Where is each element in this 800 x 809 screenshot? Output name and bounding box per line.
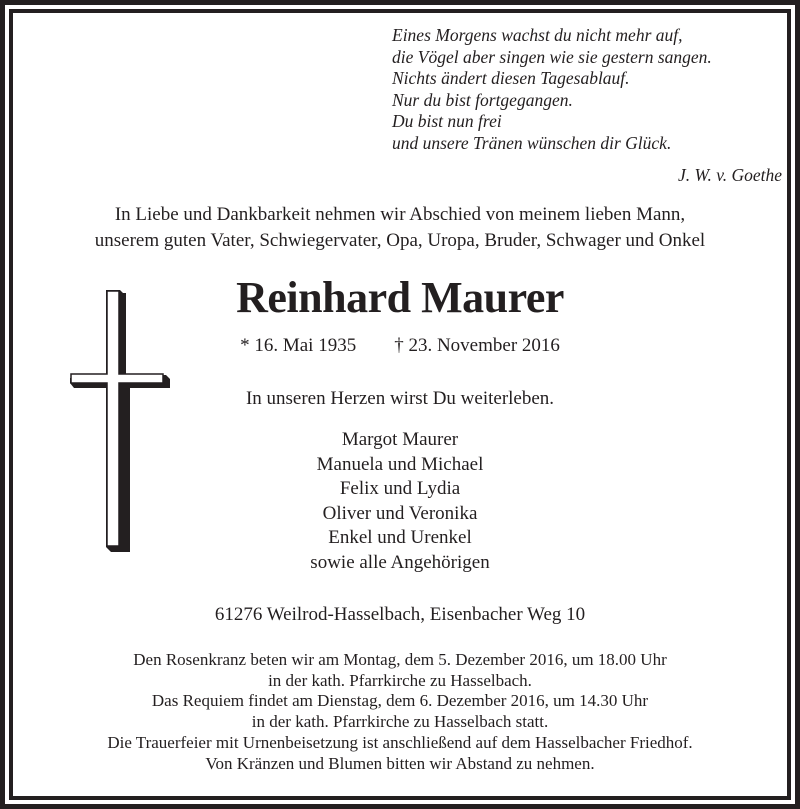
mourner: Oliver und Veronika [322,502,478,524]
poem-line: Nur du bist fortgegangen. [392,89,573,110]
poem-line: die Vögel aber singen wie sie gestern sangen. [392,46,712,67]
notice-line: Den Rosenkranz beten wir am Montag, dem 5. Dezember 2016, um 18.00 Uhr [133,650,667,669]
cross-icon [70,290,180,555]
mourner: sowie alle Angehörigen [310,551,490,573]
mourner: Felix und Lydia [339,478,461,499]
address: 61276 Weilrod-Hasselbach, Eisenbacher Weg 10 [214,604,586,625]
notice-line: in der kath. Pfarrkirche zu Hasselbach. [268,670,532,690]
notice-line: Das Requiem findet am Dienstag, dem 6. Dezember 2016, um 14.30 Uhr [151,691,649,711]
deceased-name: Reinhard Maurer [236,273,564,322]
poem-line: und unsere Tränen wünschen dir Glück. [392,132,672,153]
life-dates [200,335,600,357]
intro-line: In Liebe und Dankbarkeit nehmen wir Abschied von meinem lieben Mann, [114,204,686,225]
poem-line: Eines Morgens wachst du nicht mehr auf, [392,25,683,45]
motto: In unseren Herzen wirst Du weiterleben. [245,388,555,409]
mourner: Manuela und Michael [316,453,484,475]
birth-date: * 16. Mai 1935 [240,335,357,356]
service-notices [0,650,800,774]
mourner: Enkel und Urenkel [328,527,472,548]
notice-line: Die Trauerfeier mit Urnenbeisetzung ist anschließend auf dem Hasselbacher Friedhof. [107,732,693,752]
mourners-list [200,428,600,575]
death-date: † 23. November 2016 [394,335,560,356]
notice-line: in der kath. Pfarrkirche zu Hasselbach statt. [251,712,549,732]
intro-line: unserem guten Vater, Schwiegervater, Opa, Uropa, Bruder, Schwager und Onkel [94,230,706,251]
poem-line: Du bist nun frei [392,111,502,131]
poem-author: J. W. v. Goethe [678,165,782,185]
notice-line: Von Kränzen und Blumen bitten wir Abstand zu nehmen. [205,753,595,773]
poem-line: Nichts ändert diesen Tagesablauf. [392,68,630,88]
mourner: Margot Maurer [341,429,459,450]
poem [392,25,772,154]
intro-text [0,202,800,254]
